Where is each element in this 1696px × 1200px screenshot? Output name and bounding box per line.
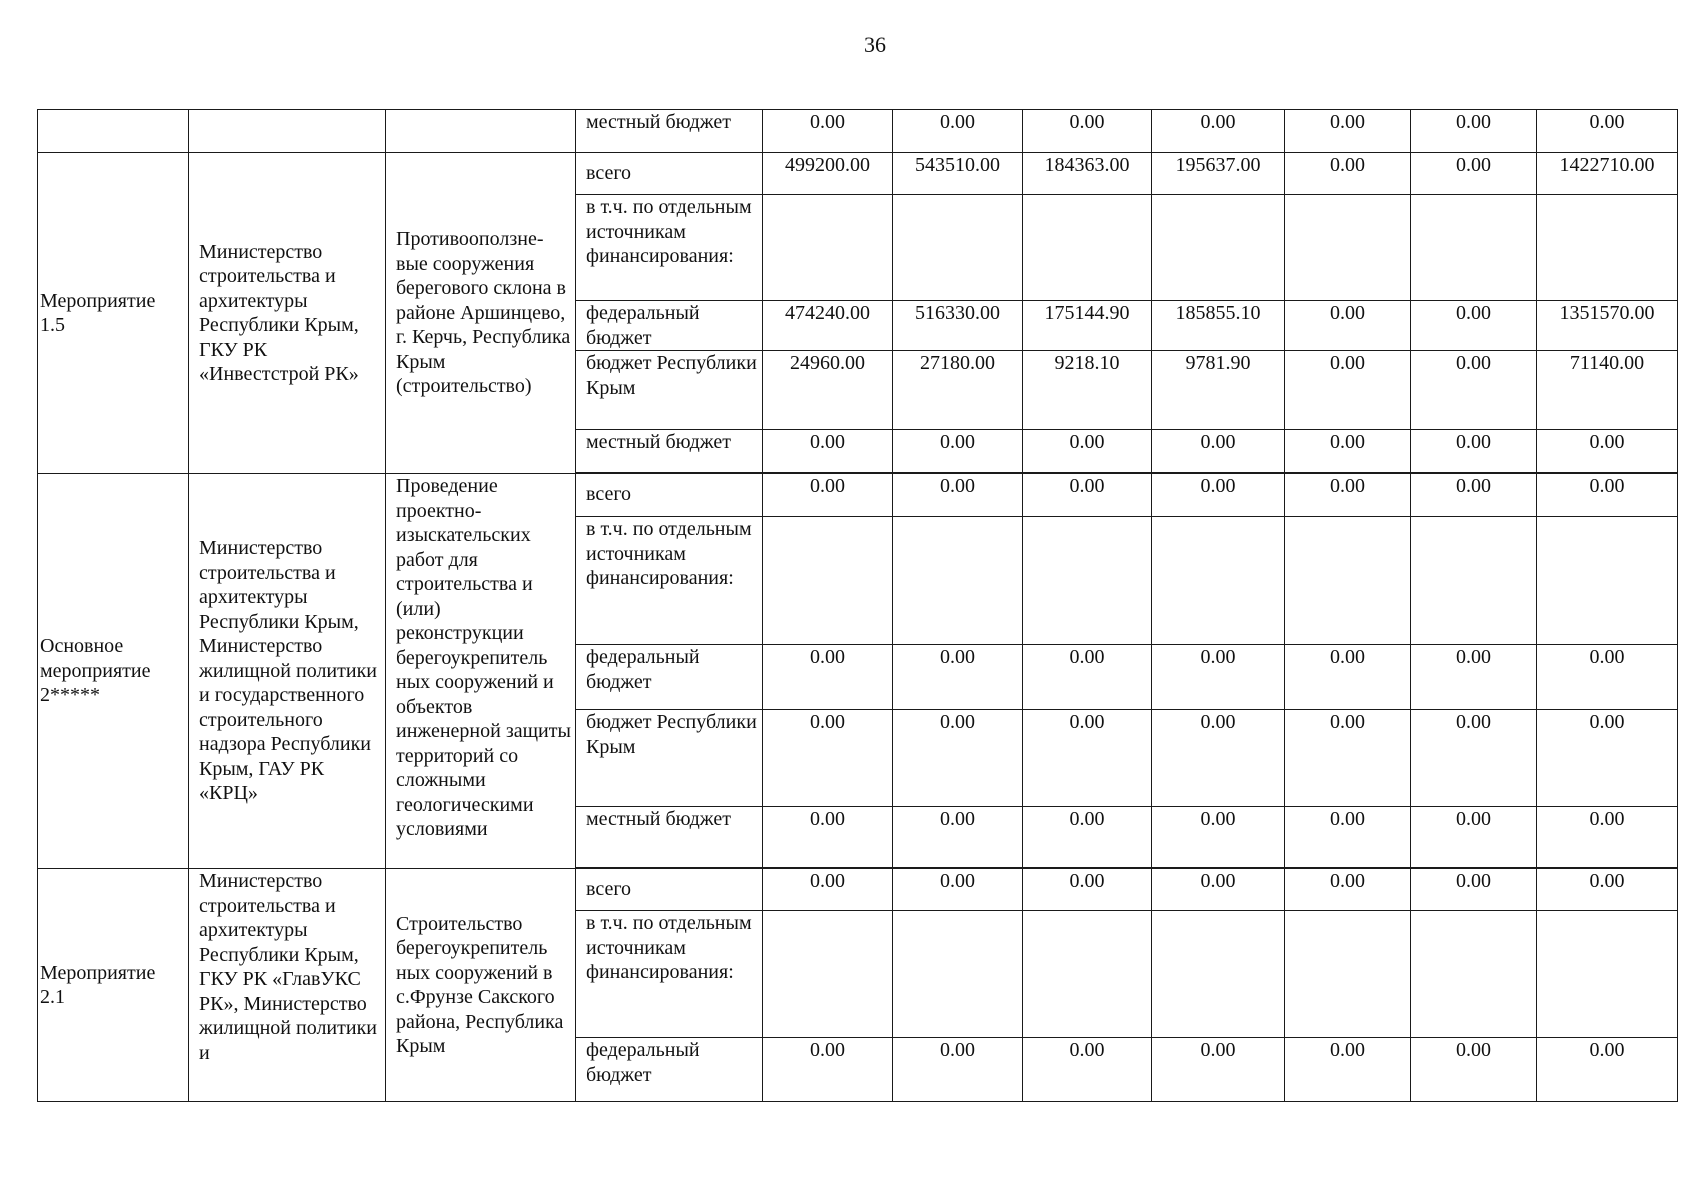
value-cell <box>1023 195 1152 301</box>
value-cell: 0.00 <box>1285 430 1411 473</box>
value-cell <box>1411 195 1537 301</box>
value-cell <box>1537 195 1678 301</box>
value-cell: 0.00 <box>1023 807 1152 868</box>
value-cell: 0.00 <box>893 645 1023 710</box>
value-cell: 543510.00 <box>893 153 1023 195</box>
value-cell: 0.00 <box>893 807 1023 868</box>
source-cell: бюджет Республики Крым <box>576 710 763 807</box>
description-cell: Проведение проектно-изыскательских работ для строительства и (или) реконструкции берегоукрепитель ных сооружений и объектов инженерной защиты территорий со сложными геологическими условиями <box>386 474 576 869</box>
value-cell: 0.00 <box>1411 110 1537 153</box>
table-row <box>38 474 1678 517</box>
page-number: 36 <box>864 32 886 57</box>
value-cell: 0.00 <box>1152 869 1285 911</box>
value-cell: 0.00 <box>1023 710 1152 807</box>
value-cell: 0.00 <box>1023 645 1152 710</box>
value-cell: 0.00 <box>1537 710 1678 807</box>
value-cell: 0.00 <box>1411 1038 1537 1102</box>
value-cell <box>1152 195 1285 301</box>
value-cell <box>1285 517 1411 645</box>
executor-cell: Министерство строительства и архитектуры Республики Крым, ГКУ РК «Инвестстрой РК» <box>189 153 386 474</box>
event-cell <box>38 110 189 153</box>
value-cell: 474240.00 <box>763 301 893 351</box>
executor-cell: Министерство строительства и архитектуры Республики Крым, ГКУ РК «ГлавУКС РК», Министерство жилищной политики и <box>189 869 386 1102</box>
source-cell: федеральный бюджет <box>576 1038 763 1102</box>
executor-cell <box>189 110 386 153</box>
value-cell: 24960.00 <box>763 351 893 430</box>
value-cell <box>1285 195 1411 301</box>
value-cell <box>763 195 893 301</box>
value-cell <box>763 517 893 645</box>
event-cell: Мероприятие 2.1 <box>38 869 189 1102</box>
value-cell <box>1411 911 1537 1038</box>
value-cell <box>1411 517 1537 645</box>
value-cell: 0.00 <box>1411 807 1537 868</box>
value-cell: 0.00 <box>1411 869 1537 911</box>
source-cell: местный бюджет <box>576 807 763 868</box>
table-row <box>38 869 1678 911</box>
value-cell: 0.00 <box>1152 807 1285 868</box>
value-cell: 0.00 <box>893 710 1023 807</box>
value-cell <box>763 911 893 1038</box>
value-cell: 0.00 <box>1023 474 1152 517</box>
value-cell: 0.00 <box>1285 645 1411 710</box>
source-cell: в т.ч. по отдельным источникам финансирования: <box>576 517 763 645</box>
value-cell: 0.00 <box>1537 645 1678 710</box>
value-cell: 0.00 <box>763 807 893 868</box>
value-cell: 0.00 <box>1152 1038 1285 1102</box>
value-cell: 1351570.00 <box>1537 301 1678 351</box>
table-row <box>38 153 1678 195</box>
value-cell: 0.00 <box>1537 1038 1678 1102</box>
source-cell: местный бюджет <box>576 430 763 473</box>
value-cell: 0.00 <box>1285 474 1411 517</box>
value-cell: 0.00 <box>1023 869 1152 911</box>
event-cell: Мероприятие 1.5 <box>38 153 189 474</box>
value-cell: 0.00 <box>1411 153 1537 195</box>
table-row <box>38 110 1678 153</box>
value-cell: 0.00 <box>1285 301 1411 351</box>
value-cell: 0.00 <box>763 430 893 473</box>
value-cell: 0.00 <box>893 869 1023 911</box>
description-cell <box>386 110 576 153</box>
value-cell: 0.00 <box>1537 807 1678 868</box>
value-cell: 0.00 <box>763 1038 893 1102</box>
value-cell: 0.00 <box>1152 710 1285 807</box>
source-cell: всего <box>576 153 763 195</box>
value-cell: 0.00 <box>763 474 893 517</box>
value-cell: 0.00 <box>1411 430 1537 473</box>
value-cell <box>1152 517 1285 645</box>
value-cell: 71140.00 <box>1537 351 1678 430</box>
value-cell <box>1537 911 1678 1038</box>
value-cell: 0.00 <box>893 1038 1023 1102</box>
value-cell: 0.00 <box>763 710 893 807</box>
value-cell: 9218.10 <box>1023 351 1152 430</box>
value-cell: 0.00 <box>893 110 1023 153</box>
description-cell: Строительство берегоукрепитель ных сооружений в с.Фрунзе Сакского района, Республика Крым <box>386 869 576 1102</box>
budget-table <box>37 109 1678 1102</box>
value-cell: 0.00 <box>1285 710 1411 807</box>
value-cell <box>1285 911 1411 1038</box>
value-cell: 0.00 <box>1285 1038 1411 1102</box>
value-cell: 0.00 <box>893 474 1023 517</box>
value-cell <box>1152 911 1285 1038</box>
value-cell: 0.00 <box>1285 869 1411 911</box>
value-cell: 27180.00 <box>893 351 1023 430</box>
value-cell: 516330.00 <box>893 301 1023 351</box>
value-cell <box>1537 517 1678 645</box>
executor-cell: Министерство строительства и архитектуры Республики Крым, Министерство жилищной политики и государственного строительного надзора Республики Крым, ГАУ РК «КРЦ» <box>189 474 386 869</box>
value-cell: 195637.00 <box>1152 153 1285 195</box>
value-cell: 0.00 <box>1152 645 1285 710</box>
value-cell: 0.00 <box>1152 110 1285 153</box>
value-cell <box>1023 517 1152 645</box>
value-cell: 0.00 <box>1152 430 1285 473</box>
value-cell: 0.00 <box>1537 474 1678 517</box>
value-cell: 0.00 <box>763 110 893 153</box>
value-cell: 185855.10 <box>1152 301 1285 351</box>
event-cell: Основное мероприятие 2***** <box>38 474 189 869</box>
value-cell: 0.00 <box>1537 430 1678 473</box>
value-cell: 0.00 <box>763 869 893 911</box>
source-cell: федеральный бюджет <box>576 301 763 351</box>
source-cell: в т.ч. по отдельным источникам финансирования: <box>576 195 763 301</box>
value-cell: 0.00 <box>1285 153 1411 195</box>
source-cell: в т.ч. по отдельным источникам финансирования: <box>576 911 763 1038</box>
value-cell: 0.00 <box>1285 351 1411 430</box>
value-cell: 175144.90 <box>1023 301 1152 351</box>
value-cell: 0.00 <box>1537 869 1678 911</box>
value-cell <box>893 911 1023 1038</box>
value-cell: 0.00 <box>1411 301 1537 351</box>
value-cell: 0.00 <box>1285 807 1411 868</box>
value-cell: 0.00 <box>1411 351 1537 430</box>
description-cell: Противооползне-вые сооружения берегового склона в районе Аршинцево, г. Керчь, Республика Крым (строительство) <box>386 153 576 474</box>
value-cell <box>893 195 1023 301</box>
value-cell: 0.00 <box>1023 110 1152 153</box>
value-cell: 0.00 <box>1285 110 1411 153</box>
value-cell: 0.00 <box>1411 474 1537 517</box>
source-cell: бюджет Республики Крым <box>576 351 763 430</box>
value-cell: 0.00 <box>1411 645 1537 710</box>
value-cell: 0.00 <box>763 645 893 710</box>
value-cell: 9781.90 <box>1152 351 1285 430</box>
value-cell: 0.00 <box>1152 474 1285 517</box>
value-cell: 1422710.00 <box>1537 153 1678 195</box>
value-cell <box>893 517 1023 645</box>
value-cell: 0.00 <box>1023 1038 1152 1102</box>
source-cell: федеральный бюджет <box>576 645 763 710</box>
value-cell: 0.00 <box>1023 430 1152 473</box>
source-cell: местный бюджет <box>576 110 763 153</box>
value-cell: 0.00 <box>893 430 1023 473</box>
value-cell: 499200.00 <box>763 153 893 195</box>
source-cell: всего <box>576 474 763 517</box>
value-cell: 184363.00 <box>1023 153 1152 195</box>
value-cell <box>1023 911 1152 1038</box>
source-cell: всего <box>576 869 763 911</box>
value-cell: 0.00 <box>1537 110 1678 153</box>
value-cell: 0.00 <box>1411 710 1537 807</box>
